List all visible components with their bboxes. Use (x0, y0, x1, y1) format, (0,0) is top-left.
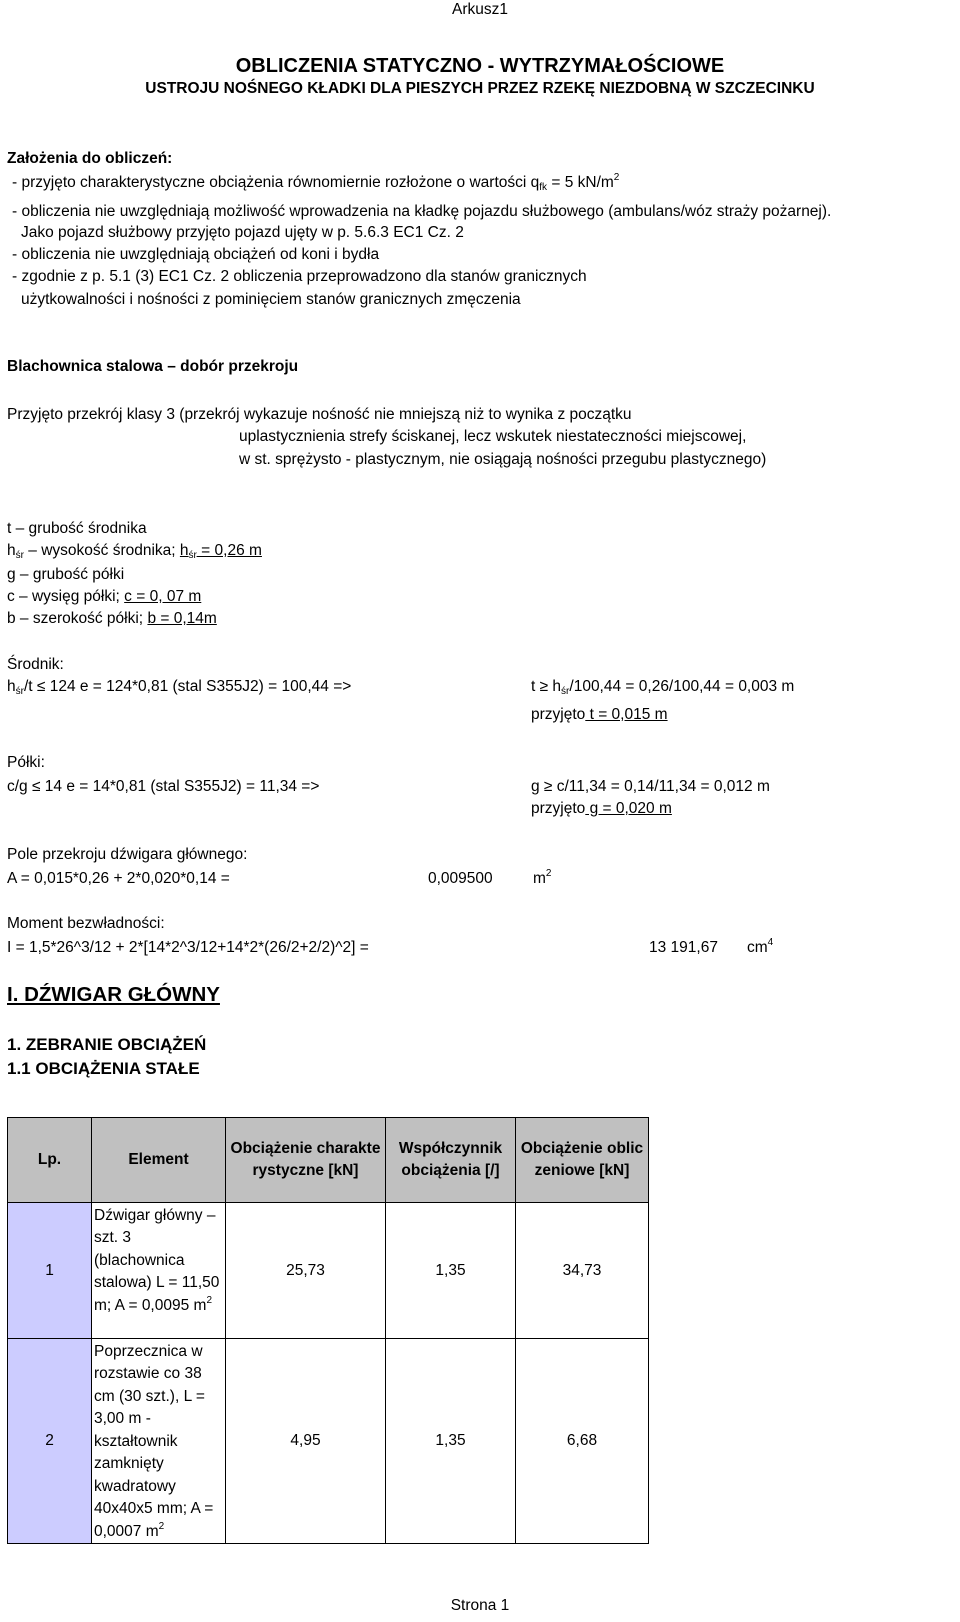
polki-result: g ≥ c/11,34 = 0,14/11,34 = 0,012 m (531, 778, 770, 795)
row-element: Dźwigar główny – szt. 3 (blachownica stalowa) L = 11,50 m; A = 0,0095 $m^2$ (92, 1203, 226, 1339)
assumption-line-3: Jako pojazd służbowy przyjęto pojazd ujęty w p. 5.6.3 EC1 Cz. 2 (21, 224, 464, 241)
moment-formula: I = 1,5*26^3/12 + 2*[14*2^3/12+14*2*(26/2+2/2)^2] = (7, 939, 369, 956)
definition-t: t – grubość środnika (7, 520, 147, 537)
column-header-characteristic: Obciążenie charakterystyczne [kN] (226, 1118, 386, 1203)
srodnik-heading: Środnik: (7, 656, 64, 673)
area-value: 0,009500 (428, 870, 493, 887)
row-calculated-load: 34,73 (516, 1203, 649, 1339)
row-load-coefficient: 1,35 (386, 1339, 516, 1544)
moment-unit: $cm^4$ (747, 937, 774, 956)
loads-table (7, 1117, 649, 1544)
page-number: Strona 1 (450, 1597, 510, 1614)
column-header-lp: Lp. (8, 1118, 92, 1203)
assumption-line-2: - obliczenia nie uwzględniają możliwość wprowadzenia na kładkę pojazdu służbowego (ambulans/wóz straży pożarnej). (12, 203, 832, 220)
assumption-line-1: - przyjęto charakterystyczne obciążenia równomiernie rozłożone o wartości $q_{fk} = 5$ $kN/m^2$ (12, 172, 620, 193)
table-header-row (8, 1118, 649, 1203)
row-characteristic-load: 25,73 (226, 1203, 386, 1339)
area-formula: A = 0,015*0,26 + 2*0,020*0,14 = (7, 870, 230, 887)
row-lp: 2 (8, 1339, 92, 1544)
polki-condition: c/g ≤ 14 e = 14*0,81 (stal S355J2) = 11,34 => (7, 778, 320, 795)
definition-h: $h_{śr}$ – wysokość środnika; $h_{śr} = 0,26$ m (7, 542, 262, 561)
row-element: Poprzecznica w rozstawie co 38 cm (30 szt.), L = 3,00 m - kształtownik zamknięty kwadratowy 40x40x5 mm; A = 0,0007 $m^2$ (92, 1339, 226, 1544)
table-row (8, 1339, 649, 1544)
subheading-obciazenia-stale: 1.1 OBCIĄŻENIA STAŁE (7, 1059, 200, 1078)
section-text-line-1: Przyjęto przekrój klasy 3 (przekrój wykazuje nośność nie mniejszą niż to wynika z początku (7, 406, 632, 423)
column-header-element: Element (92, 1118, 226, 1203)
assumptions-heading: Założenia do obliczeń: (7, 150, 173, 167)
definition-c: c – wysięg półki; c = 0, 07 m (7, 588, 202, 605)
section-heading-dzwigar: I. DŹWIGAR GŁÓWNY (7, 983, 220, 1006)
assumption-line-5: - zgodnie z p. 5.1 (3) EC1 Cz. 2 obliczenia przeprowadzono dla stanów granicznych (12, 268, 587, 285)
subheading-zebranie: 1. ZEBRANIE OBCIĄŻEŃ (7, 1035, 207, 1054)
column-header-coefficient: Współczynnik obciążenia [/] (386, 1118, 516, 1203)
sheet-name: Arkusz1 (452, 1, 508, 18)
moment-value: 13 191,67 (649, 939, 718, 956)
section-heading-blachownica: Blachownica stalowa – dobór przekroju (7, 358, 299, 375)
row-load-coefficient: 1,35 (386, 1203, 516, 1339)
srodnik-result: $t \ge h_{śr}/100,44 = 0,26/100,44 = 0,003$ m (531, 678, 795, 697)
assumption-line-4: - obliczenia nie uwzględniają obciążeń od koni i bydła (12, 246, 380, 263)
polki-accepted: przyjęto g = 0,020 m (531, 800, 672, 817)
area-unit: $m^2$ (533, 868, 552, 887)
table-row (8, 1203, 649, 1339)
row-calculated-load: 6,68 (516, 1339, 649, 1544)
srodnik-condition: $h_{śr}/t \le 124$ e = 124*0,81 (stal S355J2) = 100,44 => (7, 678, 352, 697)
definition-g: g – grubość półki (7, 566, 125, 583)
polki-heading: Półki: (7, 754, 45, 771)
srodnik-accepted: przyjęto t = 0,015 m (531, 706, 668, 723)
section-text-line-2: uplastycznienia strefy ściskanej, lecz wskutek niestateczności miejscowej, (239, 428, 747, 445)
area-heading: Pole przekroju dźwigara głównego: (7, 846, 248, 863)
definition-b: b – szerokość półki; b = 0,14m (7, 610, 217, 627)
document-subtitle: USTROJU NOŚNEGO KŁADKI DLA PIESZYCH PRZEZ RZEKĘ NIEZDOBNĄ W SZCZECINKU (145, 80, 815, 97)
document-title: OBLICZENIA STATYCZNO - WYTRZYMAŁOŚCIOWE (235, 55, 725, 77)
section-text-line-3: w st. sprężysto - plastycznym, nie osiągają nośności przegubu plastycznego) (239, 451, 767, 468)
moment-heading: Moment bezwładności: (7, 915, 165, 932)
row-lp: 1 (8, 1203, 92, 1339)
assumption-line-6: użytkowalności i nośności z pominięciem stanów granicznych zmęczenia (21, 291, 521, 308)
row-characteristic-load: 4,95 (226, 1339, 386, 1544)
column-header-calculated: Obciążenie obliczeniowe [kN] (516, 1118, 649, 1203)
